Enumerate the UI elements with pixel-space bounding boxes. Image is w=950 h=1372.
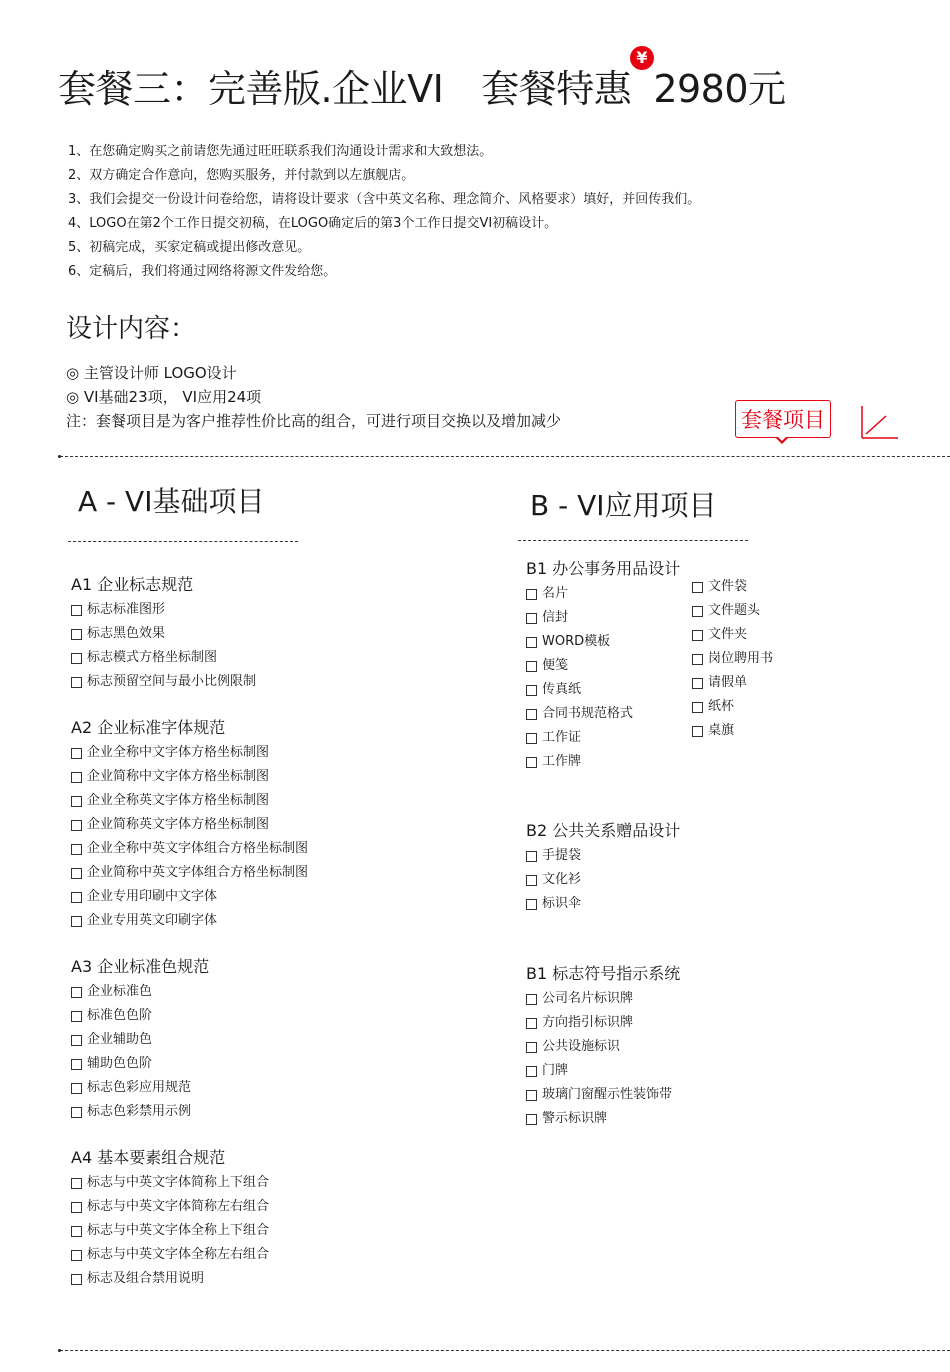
- title-mid: 套餐特惠: [481, 67, 632, 111]
- checkbox-icon[interactable]: [692, 702, 703, 713]
- checklist-item[interactable]: 便笺: [526, 654, 680, 678]
- checklist-item[interactable]: 纸杯: [692, 695, 773, 719]
- checklist-item[interactable]: 企业辅助色: [71, 1028, 209, 1052]
- checklist-item[interactable]: 合同书规范格式: [526, 702, 680, 726]
- checkbox-icon[interactable]: [526, 709, 537, 720]
- top-divider: [60, 456, 950, 457]
- checkbox-icon[interactable]: [71, 796, 82, 807]
- design-heading: 设计内容：: [66, 314, 197, 344]
- checklist-item[interactable]: 企业全称中文字体方格坐标制图: [71, 741, 308, 765]
- checkbox-icon[interactable]: [71, 868, 82, 879]
- checklist-item[interactable]: 标志与中英文字体全称上下组合: [71, 1219, 269, 1243]
- checkbox-icon[interactable]: [71, 1250, 82, 1261]
- group-title: A2 企业标准字体规范: [71, 718, 226, 737]
- checkbox-icon[interactable]: [71, 1083, 82, 1094]
- highlight-item: ◎ VI基础23项， VI应用24项: [66, 388, 262, 406]
- checklist-item[interactable]: 企业简称中文字体方格坐标制图: [71, 765, 308, 789]
- group-a4: [71, 1145, 269, 1291]
- checklist-item[interactable]: 企业标准色: [71, 980, 209, 1004]
- title-left: 套餐三：完善版.企业VI: [58, 67, 444, 111]
- group-b3: [526, 961, 680, 1131]
- checklist-item[interactable]: 标志与中英文字体全称左右组合: [71, 1243, 269, 1267]
- checkbox-icon[interactable]: [692, 582, 703, 593]
- checkbox-icon[interactable]: [692, 678, 703, 689]
- column-a-rule: [68, 541, 298, 542]
- checkbox-icon[interactable]: [71, 892, 82, 903]
- checklist-item[interactable]: 玻璃门窗醒示性装饰带: [526, 1083, 680, 1107]
- checkbox-icon[interactable]: [71, 605, 82, 616]
- group-title: B1 办公事务用品设计: [526, 559, 681, 578]
- checklist-item[interactable]: 标志与中英文字体简称上下组合: [71, 1171, 269, 1195]
- checklist-item[interactable]: 文化衫: [526, 868, 680, 892]
- checklist-item[interactable]: 岗位聘用书: [692, 647, 773, 671]
- checklist-item[interactable]: 标志色彩应用规范: [71, 1076, 209, 1100]
- checkbox-icon[interactable]: [526, 994, 537, 1005]
- group-b2: [526, 818, 680, 916]
- checklist-item[interactable]: 标志预留空间与最小比例限制: [71, 670, 256, 694]
- step-item: 1、在您确定购买之前请您先通过旺旺联系我们沟通设计需求和大致想法。: [68, 144, 493, 159]
- step-item: 6、定稿后，我们将通过网络将源文件发给您。: [68, 264, 337, 279]
- checkbox-icon[interactable]: [692, 726, 703, 737]
- checkbox-icon[interactable]: [526, 1066, 537, 1077]
- column-b-heading: B - VI应用项目: [530, 489, 717, 522]
- checklist-item[interactable]: 企业专用印刷中文字体: [71, 885, 308, 909]
- checkbox-icon[interactable]: [526, 851, 537, 862]
- checklist-item[interactable]: 企业全称中英文字体组合方格坐标制图: [71, 837, 308, 861]
- checkbox-icon[interactable]: [526, 757, 537, 768]
- checkbox-icon[interactable]: [526, 899, 537, 910]
- group-title: A1 企业标志规范: [71, 575, 194, 594]
- checklist-item[interactable]: 企业简称中英文字体组合方格坐标制图: [71, 861, 308, 885]
- checkbox-icon[interactable]: [71, 916, 82, 927]
- checkbox-icon[interactable]: [692, 630, 703, 641]
- checklist-item[interactable]: 标准色色阶: [71, 1004, 209, 1028]
- checkbox-icon[interactable]: [526, 733, 537, 744]
- checklist-item[interactable]: 标志模式方格坐标制图: [71, 646, 256, 670]
- group-title: A4 基本要素组合规范: [71, 1148, 226, 1167]
- checkbox-icon[interactable]: [71, 844, 82, 855]
- checklist-item[interactable]: 名片: [526, 582, 680, 606]
- highlight-item: ◎ 主管设计师 LOGO设计: [66, 364, 237, 382]
- checklist-item[interactable]: 门牌: [526, 1059, 680, 1083]
- checklist-item[interactable]: 文件题头: [692, 599, 773, 623]
- checkbox-icon[interactable]: [71, 748, 82, 759]
- checklist-item[interactable]: 警示标识牌: [526, 1107, 680, 1131]
- checkbox-icon[interactable]: [71, 820, 82, 831]
- checklist-item[interactable]: 文件袋: [692, 575, 773, 599]
- checkbox-icon[interactable]: [71, 1107, 82, 1118]
- checkbox-icon[interactable]: [71, 653, 82, 664]
- page-title: [58, 58, 786, 113]
- step-item: 5、初稿完成，买家定稿或提出修改意见。: [68, 240, 311, 255]
- checklist-item[interactable]: 标识伞: [526, 892, 680, 916]
- checkbox-icon[interactable]: [71, 1274, 82, 1285]
- checkbox-icon[interactable]: [692, 654, 703, 665]
- column-a-heading: A - VI基础项目: [78, 485, 265, 518]
- group-b1-right: [692, 575, 773, 743]
- tag-pointer-inner: [777, 436, 787, 441]
- design-highlights: [66, 361, 561, 433]
- checklist-item[interactable]: 公共设施标识: [526, 1035, 680, 1059]
- checklist-item[interactable]: 公司名片标识牌: [526, 987, 680, 1011]
- checklist-item[interactable]: 企业全称英文字体方格坐标制图: [71, 789, 308, 813]
- checkbox-icon[interactable]: [71, 1011, 82, 1022]
- checklist-item[interactable]: 标志色彩禁用示例: [71, 1100, 209, 1124]
- checkbox-icon[interactable]: [526, 1090, 537, 1101]
- checklist-item[interactable]: 企业专用英文印刷字体: [71, 909, 308, 933]
- checklist-item[interactable]: 桌旗: [692, 719, 773, 743]
- group-a2: [71, 715, 308, 933]
- group-title: A3 企业标准色规范: [71, 957, 210, 976]
- checkbox-icon[interactable]: [526, 1114, 537, 1125]
- package-tag: 套餐项目: [735, 400, 831, 438]
- checkbox-icon[interactable]: [526, 637, 537, 648]
- checklist-item[interactable]: 工作牌: [526, 750, 680, 774]
- checkbox-icon[interactable]: [526, 1018, 537, 1029]
- group-title: B2 公共关系赠品设计: [526, 821, 681, 840]
- highlight-note: 注：套餐项目是为客户推荐性价比高的组合，可进行项目交换以及增加减少: [66, 412, 562, 430]
- group-title: B1 标志符号指示系统: [526, 964, 681, 983]
- checklist-item[interactable]: 标志标准图形: [71, 598, 256, 622]
- group-a3: [71, 954, 209, 1124]
- checklist-item[interactable]: 标志与中英文字体简称左右组合: [71, 1195, 269, 1219]
- checkbox-icon[interactable]: [71, 1178, 82, 1189]
- checklist-item[interactable]: 方向指引标识牌: [526, 1011, 680, 1035]
- checkbox-icon[interactable]: [526, 589, 537, 600]
- checkbox-icon[interactable]: [71, 987, 82, 998]
- checklist-item[interactable]: 工作证: [526, 726, 680, 750]
- checklist-item[interactable]: 标志黑色效果: [71, 622, 256, 646]
- checkbox-icon[interactable]: [71, 629, 82, 640]
- group-b1: [526, 556, 680, 774]
- checkbox-icon[interactable]: [526, 1042, 537, 1053]
- checklist-item[interactable]: 文件夹: [692, 623, 773, 647]
- checklist-item[interactable]: 信封: [526, 606, 680, 630]
- column-b-rule: [518, 540, 748, 541]
- checkbox-icon[interactable]: [526, 613, 537, 624]
- checklist-item[interactable]: 请假单: [692, 671, 773, 695]
- checkbox-icon[interactable]: [526, 875, 537, 886]
- checklist-item[interactable]: WORD模板: [526, 630, 680, 654]
- checklist-item[interactable]: 企业简称英文字体方格坐标制图: [71, 813, 308, 837]
- step-item: 2、双方确定合作意向，您购买服务，并付款到以左旗舰店。: [68, 168, 415, 183]
- checkbox-icon[interactable]: [71, 1226, 82, 1237]
- checklist-item[interactable]: 传真纸: [526, 678, 680, 702]
- price: 2980元: [653, 67, 786, 111]
- checkbox-icon[interactable]: [71, 1059, 82, 1070]
- yen-icon: ¥: [630, 46, 654, 70]
- checklist-item[interactable]: 辅助色色阶: [71, 1052, 209, 1076]
- checkbox-icon[interactable]: [71, 772, 82, 783]
- steps-list: [68, 140, 700, 284]
- bottom-divider: [60, 1350, 950, 1351]
- checklist-item[interactable]: 标志及组合禁用说明: [71, 1267, 269, 1291]
- checkbox-icon[interactable]: [71, 1035, 82, 1046]
- checklist-item[interactable]: 手提袋: [526, 844, 680, 868]
- step-item: 3、我们会提交一份设计问卷给您，请将设计要求（含中英文名称、理念简介、风格要求）填好，并回传我们。: [68, 192, 701, 207]
- arrow-decoration-icon: [858, 404, 900, 440]
- checkbox-icon[interactable]: [71, 677, 82, 688]
- checkbox-icon[interactable]: [71, 1202, 82, 1213]
- group-a1: [71, 572, 256, 694]
- checkbox-icon[interactable]: [526, 661, 537, 672]
- checkbox-icon[interactable]: [692, 606, 703, 617]
- checkbox-icon[interactable]: [526, 685, 537, 696]
- step-item: 4、LOGO在第2个工作日提交初稿，在LOGO确定后的第3个工作日提交VI初稿设计。: [68, 216, 558, 231]
